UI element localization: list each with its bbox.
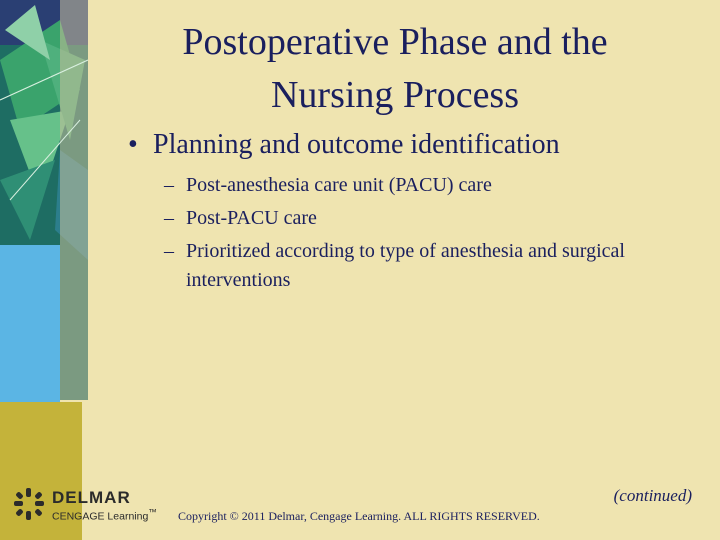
slide-title — [110, 16, 680, 122]
dash-marker: – — [164, 207, 174, 229]
sub-bullet-text: Post-anesthesia care unit (PACU) care — [186, 174, 492, 196]
title-line-1: Postoperative Phase and the — [182, 21, 608, 63]
dash-marker: – — [164, 174, 174, 196]
continued-label: (continued) — [613, 486, 692, 505]
sub-bullet-list — [164, 171, 664, 299]
sub-bullet-text: Prioritized according to type of anesthesia and surgical interventions — [186, 240, 625, 291]
bullet-text: Planning and outcome identification — [153, 129, 560, 160]
trademark-symbol: ™ — [148, 507, 158, 517]
sub-bullet — [164, 171, 664, 200]
sub-bullet-text: Post-PACU care — [186, 207, 317, 229]
decorative-left-strip — [0, 0, 88, 540]
sub-bullet — [164, 237, 664, 295]
asterisk-logo-icon — [12, 486, 46, 522]
brand-name: DELMAR — [52, 488, 131, 507]
bullet-dot: • — [128, 129, 138, 160]
dash-marker: – — [164, 240, 174, 262]
title-line-2: Nursing Process — [270, 74, 520, 116]
brand-subtitle — [52, 507, 157, 523]
copyright-notice: Copyright © 2011 Delmar, Cengage Learning. ALL RIGHTS RESERVED. — [178, 509, 540, 523]
blue-panel — [0, 245, 60, 405]
sub-bullet — [164, 204, 664, 233]
delmar-logo — [12, 486, 182, 526]
brand-sub-text: CENGAGE Learning — [52, 510, 149, 523]
